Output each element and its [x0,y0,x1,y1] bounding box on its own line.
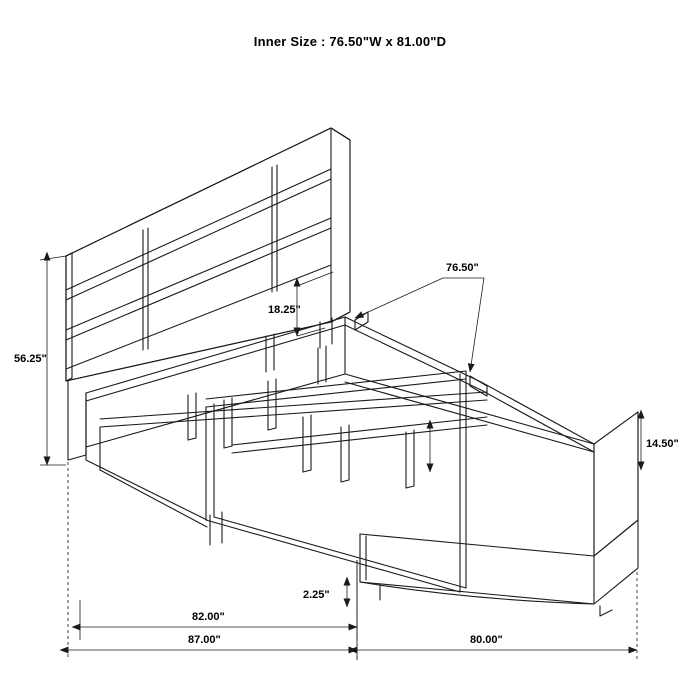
dimension-label-slat-clearance: 2.25" [303,589,330,601]
dimension-label-headboard-panel-height: 18.25" [268,304,301,316]
dimension-label-inner-width: 76.50" [446,262,479,274]
dimension-label-inner-length-bottom: 82.00" [192,611,225,623]
page-title: Inner Size : 76.50"W x 81.00"D [253,34,447,49]
dimension-label-overall-length: 87.00" [188,634,221,646]
dimension-label-side-rail-height: 14.50" [646,438,679,450]
dimension-label-overall-height: 56.25" [14,353,47,365]
dimension-label-overall-width: 80.00" [470,634,503,646]
bed-line-art [66,128,638,616]
